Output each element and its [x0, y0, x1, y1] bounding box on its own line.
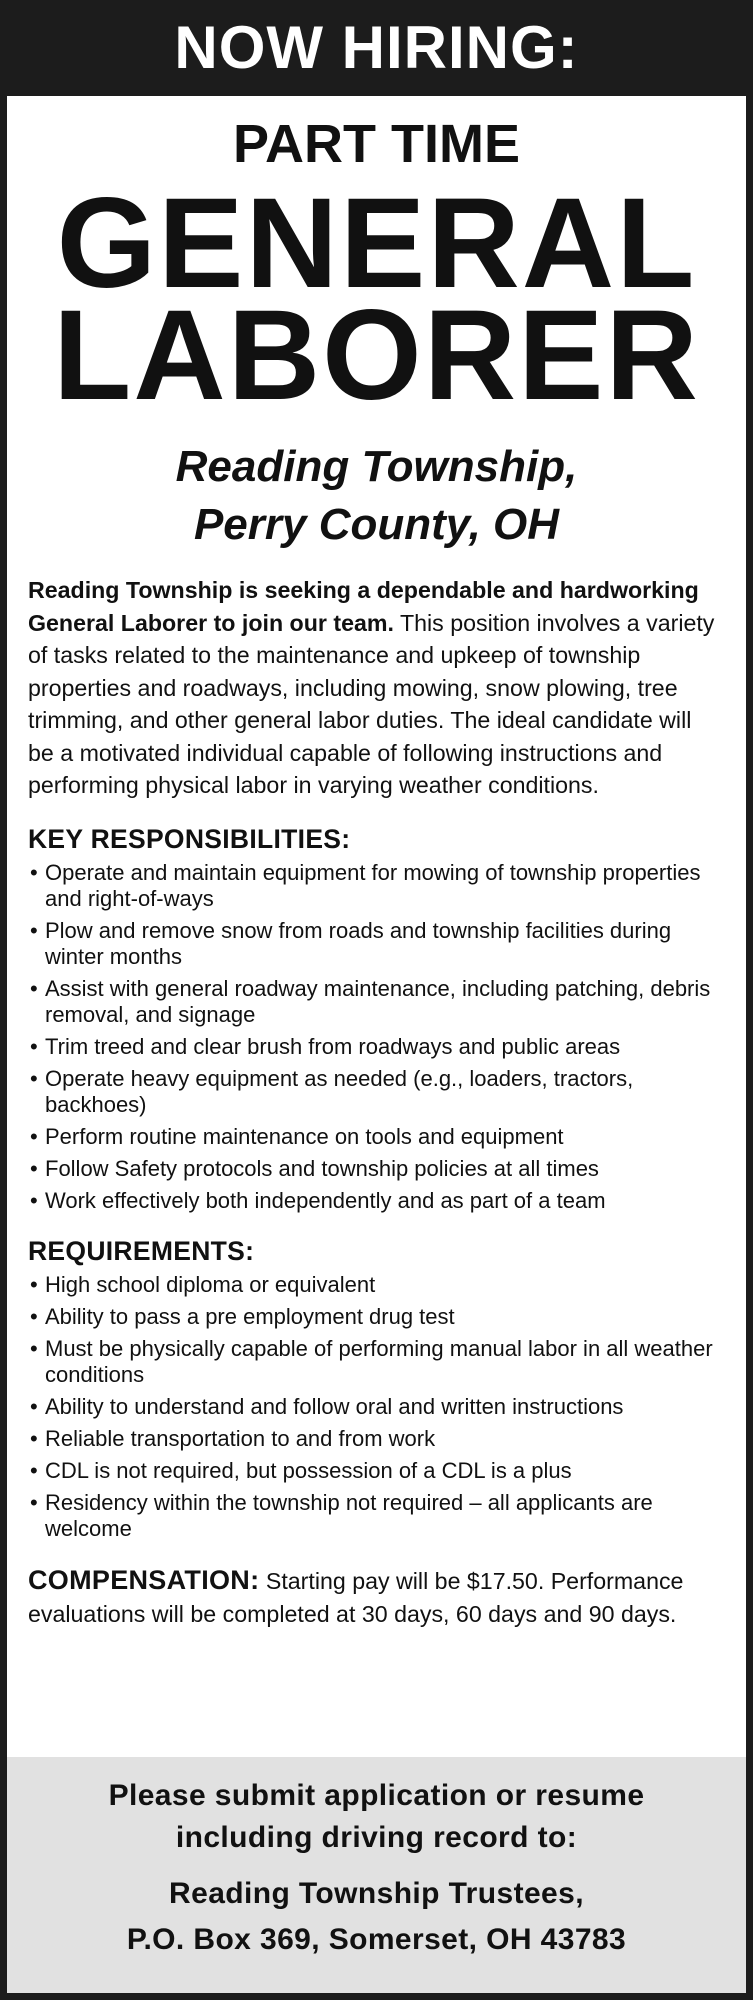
job-title-line-2: LABORER: [53, 284, 700, 427]
list-item: • Plow and remove snow from roads and township facilities during winter months: [28, 918, 722, 970]
responsibilities-list: [28, 860, 722, 1214]
list-item: • Trim treed and clear brush from roadways and public areas: [28, 1034, 722, 1060]
list-item: • High school diploma or equivalent: [28, 1272, 722, 1298]
job-title-line-1: GENERAL: [56, 172, 697, 315]
job-type: PART TIME: [233, 114, 520, 174]
intro-lead: Reading Township is seeking a dependable and hardworking General Laborer to join our team.: [28, 577, 699, 636]
footer-address-block: [7, 1871, 746, 1963]
list-item: • Reliable transportation to and from work: [28, 1426, 722, 1452]
list-item: • Work effectively both independently and as part of a team: [28, 1188, 722, 1214]
intro-body: This position involves a variety of tasks related to the maintenance and upkeep of township properties and roadways, including mowing, snow plowing, tree trimming, and other general labor duties. The ideal candidate will be a motivated individual capable of following instructions and performing physical labor in varying weather conditions.: [28, 609, 715, 798]
footer-recipient: Reading Township Trustees,: [169, 1877, 584, 1910]
compensation-paragraph: [28, 1564, 722, 1631]
location-line-1: Reading Township,: [175, 442, 578, 491]
job-title: [7, 172, 746, 427]
responsibilities-heading: KEY RESPONSIBILITIES:: [28, 823, 351, 854]
ad-body: [7, 574, 746, 1631]
footer-address: P.O. Box 369, Somerset, OH 43783: [126, 1923, 627, 1956]
list-item: • Perform routine maintenance on tools and equipment: [28, 1124, 722, 1150]
compensation-text: Starting pay will be $17.50. Performance evaluations will be completed at 30 days, 60 days and 90 days.: [28, 1567, 684, 1627]
requirements-heading: REQUIREMENTS:: [28, 1235, 255, 1266]
list-item: • CDL is not required, but possession of a CDL is a plus: [28, 1458, 722, 1484]
now-hiring-banner: NOW HIRING:: [0, 0, 753, 96]
location-line-2: Perry County, OH: [193, 500, 560, 549]
list-item: • Assist with general roadway maintenance, including patching, debris removal, and signage: [28, 976, 722, 1028]
list-item: • Follow Safety protocols and township policies at all times: [28, 1156, 722, 1182]
application-footer: [7, 1757, 746, 1993]
footer-instruction-1: Please submit application or resume: [108, 1779, 645, 1812]
list-item: • Ability to understand and follow oral and written instructions: [28, 1394, 722, 1420]
list-item: • Residency within the township not required – all applicants are welcome: [28, 1490, 722, 1542]
list-item: • Operate heavy equipment as needed (e.g., loaders, tractors, backhoes): [28, 1066, 722, 1118]
intro-paragraph: [28, 574, 722, 802]
requirements-list: [28, 1272, 722, 1542]
list-item: • Operate and maintain equipment for mowing of township properties and right-of-ways: [28, 860, 722, 912]
list-item: • Ability to pass a pre employment drug test: [28, 1304, 722, 1330]
footer-instruction-2: including driving record to:: [175, 1821, 578, 1854]
list-item: • Must be physically capable of performing manual labor in all weather conditions: [28, 1336, 722, 1388]
job-location: [7, 438, 746, 554]
compensation-label: COMPENSATION:: [28, 1564, 260, 1595]
